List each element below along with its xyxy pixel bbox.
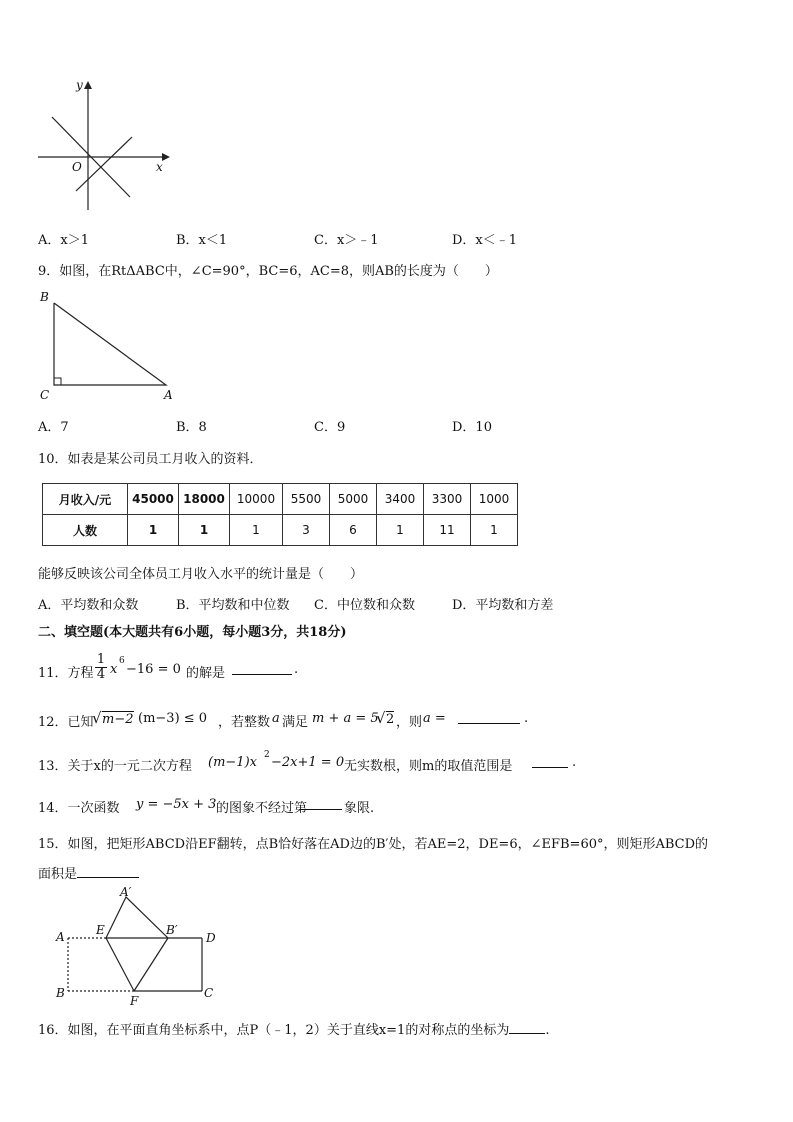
q14-end: 象限.	[344, 801, 375, 816]
vertex-d-label: D	[206, 931, 216, 945]
q12-factor: (m−3) ≤ 0	[138, 711, 208, 726]
q13-eq2: −2x+1 = 0	[271, 755, 345, 770]
q10-stem: 10．如表是某公司员工月收入的资料．	[38, 452, 263, 467]
q12-prefix: 12．已知	[38, 715, 94, 730]
table-row	[43, 484, 518, 515]
vertex-c-label: C	[204, 986, 214, 1000]
q12-sqrt2-sign: √	[376, 709, 386, 727]
q15-line2-text: 面积是	[38, 867, 78, 882]
vertex-a-label: A	[164, 388, 173, 402]
vertex-c-label: C	[40, 388, 50, 402]
q10-choice-b[interactable]: B．平均数和中位数	[176, 598, 290, 613]
q11-exp: 6	[119, 656, 125, 666]
x-axis-label: x	[156, 160, 163, 174]
table-cell: 3	[283, 515, 330, 546]
table-header-cell: 月收入/元	[43, 484, 128, 515]
income-table	[42, 483, 518, 546]
q9-choice-b[interactable]: B．8	[176, 420, 207, 435]
table-cell: 5000	[330, 484, 377, 515]
q12-end: .	[524, 711, 529, 726]
table-cell: 5500	[283, 484, 330, 515]
table-cell: 1	[128, 515, 179, 546]
vertex-f-label: F	[130, 994, 139, 1008]
q16-text: 16．如图，在平面直角坐标系中，点P（﹣1，2）关于直线x=1的对称点的坐标为	[38, 1023, 510, 1038]
vertex-e-label: E	[96, 923, 105, 937]
q9-choices	[38, 416, 598, 434]
q12-a-eq: a =	[423, 711, 446, 726]
q9-triangle-figure	[36, 285, 186, 405]
q14-eq: y = −5x + 3	[136, 797, 217, 812]
q11-end: .	[294, 662, 299, 677]
table-header-cell: 人数	[43, 515, 128, 546]
table-cell: 3300	[424, 484, 471, 515]
q16-end: .	[545, 1023, 550, 1038]
q8-coordinate-figure	[30, 75, 180, 215]
q8-choice-a[interactable]: A．x＞1	[38, 233, 89, 248]
q14-answer-blank[interactable]	[300, 797, 342, 810]
q11-frac-den: 4	[96, 667, 106, 682]
q15-line2	[38, 863, 139, 882]
q12-then: ，则	[396, 715, 423, 730]
q11-tail: 的解是	[186, 666, 226, 681]
q9-choice-c[interactable]: C．9	[314, 420, 346, 435]
q11-fraction	[95, 653, 107, 682]
q13-end: .	[572, 755, 577, 770]
table-cell: 11	[424, 515, 471, 546]
q13-exp: 2	[264, 750, 270, 760]
q15-line1: 15．如图，把矩形ABCD沿EF翻转，点B恰好落在AD边的B′处，若AE=2，DE=6，∠EFB=60°，则矩形ABCD的	[38, 837, 709, 852]
table-cell: 1	[377, 515, 424, 546]
q11-prefix: 11．方程	[38, 666, 94, 681]
table-cell: 45000	[128, 484, 179, 515]
q13-prefix: 13．关于x的一元二次方程	[38, 759, 192, 774]
q9-choice-a[interactable]: A．7	[38, 420, 69, 435]
q12-sqrt2-arg: 2	[386, 712, 395, 727]
q10-choice-c[interactable]: C．中位数和众数	[314, 598, 415, 613]
q10-question: 能够反映该公司全体员工月收入水平的统计量是（ ）	[38, 567, 364, 582]
q13-eq1: (m−1)x	[208, 755, 257, 770]
q16-answer-blank[interactable]	[509, 1021, 545, 1034]
q11-var: x	[110, 662, 118, 677]
table-cell: 1	[471, 515, 518, 546]
q13-answer-blank[interactable]	[532, 755, 568, 768]
table-cell: 18000	[179, 484, 230, 515]
q16	[38, 1019, 549, 1038]
table-cell: 1	[179, 515, 230, 546]
table-cell: 1	[230, 515, 283, 546]
vertex-b-label: B	[56, 986, 65, 1000]
vertex-b-label: B	[40, 290, 49, 304]
q12-radicand: m−2	[102, 712, 134, 727]
q9-stem: 9．如图，在RtΔABC中，∠C=90°，BC=6，AC=8，则AB的长度为（ ）	[38, 264, 498, 279]
table-cell: 6	[330, 515, 377, 546]
table-cell: 10000	[230, 484, 283, 515]
table-cell: 3400	[377, 484, 424, 515]
q8-choice-d[interactable]: D．x＜﹣1	[452, 233, 518, 248]
table-cell: 1000	[471, 484, 518, 515]
q9-choice-d[interactable]: D．10	[452, 420, 492, 435]
y-axis-label: y	[76, 78, 83, 92]
q10-choice-d[interactable]: D．平均数和方差	[452, 598, 554, 613]
q11-frac-num: 1	[96, 652, 106, 667]
q14-mid: 的图象不经过第	[216, 801, 308, 816]
q12-eq: m + a = 5	[312, 711, 379, 726]
q10-choices	[38, 594, 598, 612]
q13-rest: 无实数根，则m的取值范围是	[344, 759, 513, 774]
q12-cond: 满足	[282, 715, 309, 730]
origin-label: O	[72, 160, 82, 174]
table-row	[43, 515, 518, 546]
q15-answer-blank[interactable]	[77, 865, 139, 878]
q14-prefix: 14．一次函数	[38, 801, 120, 816]
q12-answer-blank[interactable]	[458, 711, 520, 724]
q15-rectangle-figure	[50, 885, 230, 1010]
q11-rest: −16 = 0	[126, 662, 181, 677]
q8-choice-c[interactable]: C．x＞﹣1	[314, 233, 379, 248]
q12-sqrt-sign: √	[92, 709, 102, 727]
section-title: 二、填空题(本大题共有6小题，每小题3分，共18分)	[38, 625, 347, 640]
vertex-a-label: A	[56, 930, 65, 944]
q12-mid: ，若整数	[218, 715, 271, 730]
q8-choice-b[interactable]: B．x＜1	[176, 233, 228, 248]
vertex-b-prime-label: B′	[166, 923, 178, 937]
q12-a: a	[272, 711, 280, 726]
q8-choices	[38, 229, 598, 247]
q11-answer-blank[interactable]	[232, 662, 292, 675]
q10-table-wrap	[42, 483, 518, 546]
vertex-a-prime-label: A′	[120, 885, 132, 899]
q10-choice-a[interactable]: A．平均数和众数	[38, 598, 139, 613]
